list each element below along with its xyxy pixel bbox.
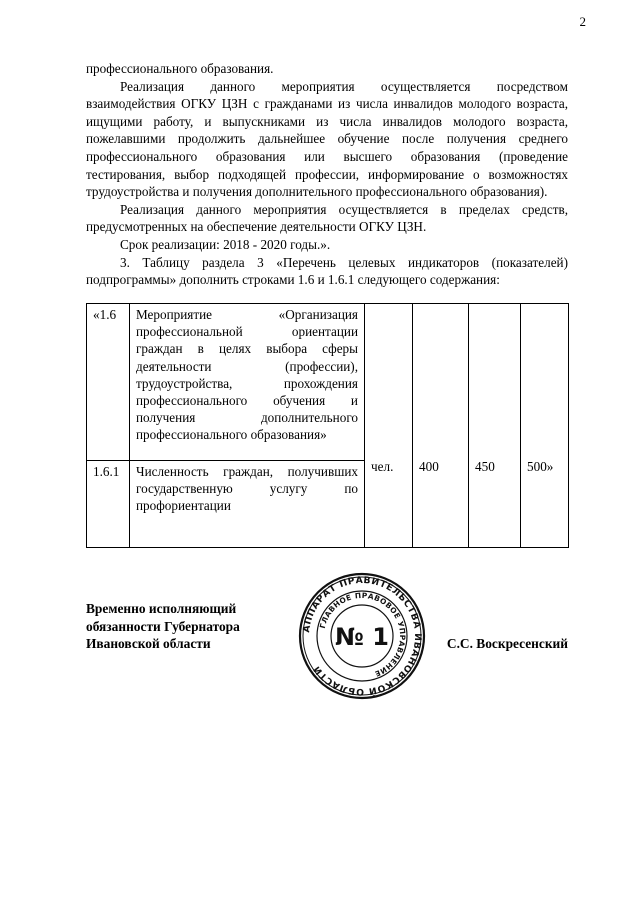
- official-seal: [298, 572, 426, 700]
- seal-number: № 1: [335, 623, 389, 651]
- signatory-name: С.С. Воскресенский: [446, 636, 568, 651]
- paragraph: профессионального образования.: [86, 61, 274, 76]
- row-number: «1.6: [87, 304, 130, 461]
- paragraph: Реализация данного мероприятия осуществляется посредством взаимодействия ОГКУ ЦЗН с гражданами из числа инвалидов молодого возраста, ищущими работу, и выпускниками из числа инвалидов молодого возраста, пожелавшими продолжить дальнейшее обучение после получения среднего профессионального образования или высшего образования (проведение тестирования, выбор подходящей профессии, информирование о возможностях трудоустройства и получения дополнительного профессионального образования).: [86, 78, 568, 200]
- signatory-title: [86, 600, 240, 653]
- paragraph: Срок реализации: 2018 - 2020 годы.».: [120, 236, 331, 252]
- seal-outer-text: АППАРАТ ПРАВИТЕЛЬСТВА ИВАНОВСКОЙ ОБЛАСТИ: [301, 574, 424, 698]
- row-name: Мероприятие «Организация профессиональной ориентации граждан в целях выбора сферы деятельности (профессии), трудоустройства, прохождения профессионального обучения и получения дополнительного профессионального образования»: [130, 304, 365, 461]
- paragraph: Реализация данного мероприятия осуществляется в пределах средств, предусмотренных на обеспечение деятельности ОГКУ ЦЗН.: [86, 201, 568, 235]
- paragraph: 3. Таблицу раздела 3 «Перечень целевых индикаторов (показателей) подпрограммы» дополнить строками 1.6 и 1.6.1 следующего содержания:: [86, 254, 568, 288]
- value-2020-cell: [521, 304, 569, 548]
- unit-cell: [365, 304, 413, 548]
- unit: чел.: [371, 459, 394, 474]
- indicators-table: [86, 303, 569, 548]
- value-2020: 500»: [527, 459, 554, 474]
- body-text: [86, 60, 568, 289]
- row-number: 1.6.1: [87, 461, 130, 548]
- signatory-line: обязанности Губернатора: [86, 618, 240, 634]
- signatory-line: Временно исполняющий: [86, 601, 237, 616]
- signatory-line: Ивановской области: [86, 636, 211, 651]
- value-2018: 400: [419, 459, 439, 474]
- value-2018-cell: [413, 304, 469, 548]
- table-row: [87, 304, 569, 461]
- row-name: Численность граждан, получивших государственную услугу по профориентации: [130, 461, 365, 548]
- page-number: 2: [579, 14, 586, 29]
- seal-inner-text: ГЛАВНОЕ ПРАВОВОЕ УПРАВЛЕНИЕ: [317, 590, 408, 679]
- value-2019-cell: [469, 304, 521, 548]
- value-2019: 450: [475, 459, 495, 474]
